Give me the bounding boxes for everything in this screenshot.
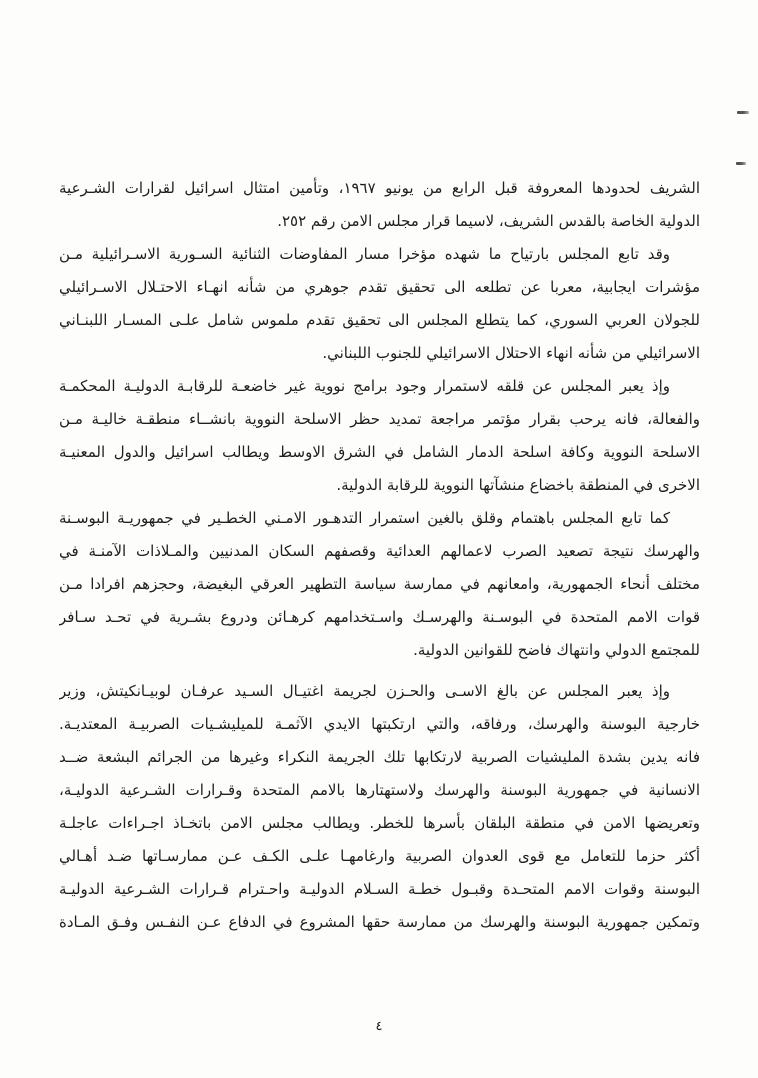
text-line: والهرسك نتيجة تصعيد الصرب لاعمالهم العدائية وقصفهم السكان المدنيين والمـلاذات الآمنـة في [59, 542, 700, 560]
text-line: الشريف لحدودها المعروفة قبل الرابع من يونيو ١٩٦٧، وتأمين امتثال اسرائيل لقرارات الشـرعية [59, 179, 700, 197]
document-text [59, 172, 700, 939]
text-line: الدولية الخاصة بالقدس الشريف، لاسيما قرار مجلس الامن رقم ٢٥٢. [277, 212, 700, 230]
text-line: وإذ يعبر المجلس عن قلقه لاستمرار وجود برامج نووية غير خاضعـة للرقابـة الدوليـة المحكمـة [59, 377, 670, 395]
scan-mark-icon [736, 162, 746, 165]
paragraph [59, 370, 700, 502]
text-line: الاسرائيلي من شأنه انهاء الاحتلال الاسرائيلي للجنوب اللبناني. [322, 344, 700, 362]
paragraph [59, 172, 700, 238]
text-line: قوات الامم المتحدة في البوسـنة والهرسـك واسـتخدامهم كرهـائن ودروع بشـرية في تحـد سـافر [59, 608, 700, 626]
paragraph [59, 238, 700, 370]
page-number: ٤ [375, 1019, 383, 1034]
text-line: مؤشرات ايجابية، معربا عن تطلعه الى تحقيق تقدم جوهري من شأنه انهـاء الاحتـلال الاسـرائيلي [59, 278, 700, 296]
text-line: والفعالة، فانه يرحب بقرار مؤتمر مراجعة تمديد حظر الاسلحة النووية بانشــاء منطقـة خاليـة مـن [59, 410, 700, 428]
text-line: وتمكين جمهورية البوسنة والهرسك من ممارسة حقها المشروع في الدفاع عـن النفـس وفـق المـادة [59, 913, 700, 931]
paragraph [59, 675, 700, 939]
text-line: خارجية البوسنة والهرسك، ورفاقه، والتي ارتكبتها الايدي الآثمـة للميليشـيات الصربيـة المعتديـة. [59, 715, 700, 733]
text-line: وقد تابع المجلس بارتياح ما شهده مؤخرا مسار المفاوضات الثنائية السـورية الاسـرائيلية مـن [59, 245, 670, 263]
text-line: الانسانية في جمهورية البوسنة والهرسك ولاستهتارها بالامم المتحدة وقـرارات الشـرعية الدوليـة، [59, 781, 700, 799]
text-line: للمجتمع الدولي وانتهاك فاضح للقوانين الدولية. [413, 641, 700, 659]
text-line: كما تابع المجلس باهتمام وقلق بالغين استمرار التدهـور الامـني الخطـير في جمهوريـة البوسـنة [59, 509, 670, 527]
text-line: مختلف أنحاء الجمهورية، وامعانهم في ممارسة سياسة التطهير العرقي البغيضة، وحجزهم افرادا مـن [59, 575, 700, 593]
text-line: الاسلحة النووية وكافة اسلحة الدمار الشامل في الشرق الاوسط ويطالب اسرائيل والدول المعنيـة [59, 443, 700, 461]
text-line: للجولان العربي السوري، كما يتطلع المجلس الى تحقيق تقدم ملموس شامل علـى المسـار اللبنـاني [59, 311, 700, 329]
scan-mark-icon [737, 111, 749, 114]
text-line: أكثر حزما للتعامل مع قوى العدوان الصربية وارغامهـا علـى الكـف عـن ممارسـاتها ضـد أهـالي [59, 847, 700, 865]
paragraph [59, 502, 700, 667]
text-line: الاخرى في المنطقة باخضاع منشآتها النووية للرقابة الدولية. [336, 476, 700, 494]
text-line: البوسنة وقوات الامم المتحـدة وقبـول خطـة السـلام الدوليـة واحـترام قـرارات الشـرعية الدوليـة [59, 880, 700, 898]
text-line: وإذ يعبر المجلس عن بالغ الاسـى والحـزن لجريمة اغتيـال السـيد عرفـان لوبيـانكيتش، وزير [59, 682, 670, 700]
text-line: وتعريضها الامن في منطقة البلقان بأسرها للخطر. ويطالب مجلس الامن باتخـاذ اجـراءات عاجلـة [59, 814, 700, 832]
text-line: فانه يدين بشدة المليشيات الصربية لارتكابها تلك الجريمة النكراء وغيرها من الجرائم البشعة ضــد [59, 748, 700, 766]
